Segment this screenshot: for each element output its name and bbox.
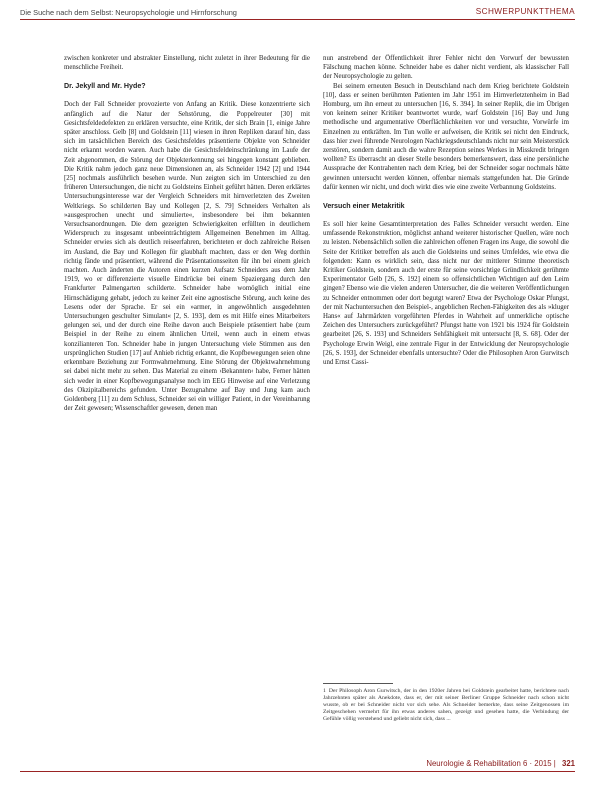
right-column — [323, 54, 569, 367]
right-body-paragraph: Bei seinem erneuten Besuch in Deutschland nach dem Krieg berichtete Goldstein [10], dass er seinen berühmten Patienten im Jahr 1951 im Hirnverletztenheim in Bad Homburg, um ihn erneut zu untersuchen [16, S. 394]. In seiner Replik, die im Übrigen von keinem seiner Kritiker beantwortet wurde, warf Goldstein [16] Bay und Jung methodische und argumentative Oberflächlichkeiten vor und versuchte, Vorwürfe im Einzelnen zu entkräften. Im Tun wolle er aufweisen, die Kritik sei nicht den Eindruck, dass hier zwei führende Neurologen Nachkriegsdeutschlands nicht nur sein Meisterstück zerstören, sondern damit auch die wahre Rezeption seines Werkes in Misskredit bringen wollten? Es überrascht an dieser Stelle besonders bemerkenswert, dass eine persönliche Aussprache der Kontrahenten nach dem Krieg, bei der Schneider sogar nochmals hätte gewinnen untersucht werden können, offenbar niemals stattgefunden hat. Die Gründe dafür kennen wir nicht, und doch wirkt dies wie eine zweite Verbannung Goldsteins. — [323, 82, 569, 191]
section-heading-jekyll-hyde: Dr. Jekyll and Mr. Hyde? — [64, 82, 146, 91]
footnote-text: Der Philosoph Aron Gurwitsch, der in den 1920er Jahren bei Goldstein gearbeitet hatte, berichtete nach Jahrzehnten später als Anekdote, dass er, der mit seiner Berliner Gruppe Schneider nach schon nicht wusste, ob er bei Schneider nicht vor sich sehe. Als Schneider bemerkte, dass seine Zeitgenossen im Zeitgeschehen vermehrt für ihn etwas anderes sahen, gezeigt und gesehen hatte, die Verbindung der Gefühle völlig verstehend und geliebt nicht sich, dass ... — [323, 688, 569, 723]
metakritik-paragraph: Es soll hier keine Gesamtinterpretation des Falles Schneider versucht werden. Eine umfassende Rekonstruktion, möglichst anhand weiterer historischer Quellen, wäre noch zu leisten. Nebensächlich sollen die zahlreichen offenen Fragen ins Auge, die sowohl die Seite der Kritiker betreffen als auch die Goldsteins und seines Umfeldes, wie etwa die folgenden: Kann es wirklich sein, dass nicht nur der mittlerer Stimme theoretisch Kritiker Goldstein, sondern auch der erste für seine vorsichtige Gründlichkeit gerühmte Experimentator Gelb [26, S. 192] einem so offensichtlichen Wichtigen auf den Leim gingen? Ebenso wie die vielen anderen Untersucher, die die weiteren Veröffentlichungen zu Schneider entnommen oder dort begutgt waren? Etwa der Psychologe Oskar Pfungst, der mit Nachuntersuchen den Beispiel-, angeblichen Rechen-Fähigkeiten des als »kluger Hans« auf Jahrmärkten vorgeführten Pferdes in Wahrheit auf unmerkliche optische Zeichen des Untersuchers zurückgeführt? Pfungst hatte von 1921 bis 1924 für Goldstein gearbeitet [26, S. 193] und Schneiders Sehfähigkeit mit untersucht [8, S. 68]. Oder der Psychologe Erwin Weigl, eine zentrale Figur in der Entwicklung der Neuropsychologie [26, S. 193], der Schneider ebenfalls untersuchte? Oder die Philosophen Aron Gurwitsch und Ernst Cassi- — [323, 221, 569, 367]
footnote — [323, 688, 569, 723]
left-intro-paragraph: zwischen konkreter und abstrakter Einstellung, nicht zuletzt in ihrer Bedeutung für die menschliche Freiheit. — [64, 55, 310, 72]
section-heading-metakritik: Versuch einer Metakritik — [323, 202, 405, 211]
footer-rule — [20, 771, 575, 772]
journal-name: Neurologie & Rehabilitation 6 · 2015 — [426, 759, 552, 768]
page-number: 321 — [561, 759, 575, 768]
left-body-paragraph: Doch der Fall Schneider provozierte von Anfang an Kritik. Diese konzentrierte sich anfänglich auf die Natur der Sehstörung, die Poppelreuter [30] mit Gesichtsfeldedefekten zu erklären versuchte, eine Kritik, der sich Brain [1, einige Jahre später anschloss. Gelb [8] und Goldstein [11] wiesen in ihren Repliken darauf hin, dass sich im tatsächlichen Bereich des Gesichtsfeldes präsentierte Objekte von Schneider nicht erkannt worden waren. Auch habe die Gesichtsfeldeinschränkung im Laufe der Zeit abgenommen, die Störung der Objekterkennung sei hingegen konstant geblieben. Die Kritik nahm jedoch ganz neue Dimensionen an, als Schneider 1942 [2] und 1944 [25] nochmals ausführlich besehen wurde. Nun zeigten sich im Unterschied zu den früheren Untersuchungen, die nicht zu Goldsteins Einheit geführt hätten. Deren erklärtes Untersuchungsinteresse war der Vergleich Schneiders mit hirnverletzten des Zweiten Weltkriegs. So schilderten Bay und Kollegen [2, S. 79] Schneiders Verhalten als »ausgesprochen unecht und simulierte«, insbesondere bei ihm bekannten Versuchsanordnungen. Die dem gezeigten Schwierigkeiten erfüllten in deutlichem Widerspruch zu insgesamt unbeeinträchtigtem Allgemeinen Benehmen im Alltag. Schneider erwies sich als deutlich reiseerfahren, berichteten er doch zahlreiche Reisen im Ausland, die Bay und Kollegen für glaubhaft machten, dass er den Weg dorthin richtig fände und präsentiert, während die Präsentationsseiten für ihn bei einem gleich machten. Auch änderten die Autoren einen kurzen Aufsatz Schneiders aus dem Jahr 1919, wo er differenzierte visuelle Eindrücke bei einem Spaziergang durch den Frankfurter Palmengarten schilderte. Schneider habe womöglich initial eine Hirnschädigung gehabt, jedoch zu keiner Zeit eine agnostische Störung, auch keine des Lesens oder der Sprache. Er sei ein »armer, in angewöhnlich ausgedehnten Untersuchungen geschulter Simulant« [2, S. 193], dem es mit Hilfe eines Mitarbeiters gelungen sei, und der durch eine Reihe davon auch Beispiele präsentiert habe (zum Beispiel in der Reihe zu einem ähnlichen Urteil, wenn auch in einem etwas konzilianteren Ton. Schneider habe in jungen Untersuchung viele Stimmen aus den ursprünglichen Studien [17] auf Anhieb richtig erkannt, die Kopfbewegungen seien ohne erkennbare Beziehung zur Formwahrnehmung. Eine Störung der Objektwahrnehmung sei dabei nicht mehr zu sehen. Das Material zu einem ›Bekannten‹ habe, Ferner hätten sich weder in einer Kopfbewegungsanalyse noch im EEG Hinweise auf eine Verletzung des Okzipitalbereichs gefunden. Unter Bezugnahme auf Bay und Jung kam auch Goldenberg [11] zu dem Schluss, Schneider sei ein williger Patient, in der Vereinbarung der Zeit gewesen; Wissenschaftler gewesen, denen man — [64, 101, 310, 413]
footnote-number: 1 — [323, 688, 326, 694]
left-column — [64, 54, 310, 413]
section-label: SCHWERPUNKTTHEMA — [475, 7, 575, 16]
page-footer — [426, 759, 575, 768]
right-intro-paragraph: nun anstrebend der Öffentlichkeit ihrer Fehler nicht den Vorwurf der bewussten Fälschung machen könne. Schneider habe es daher nicht verdient, als klassischer Fall der Neuropsychologie zu gelten. — [323, 55, 569, 81]
footer-divider: | — [553, 759, 556, 768]
footnote-rule — [323, 683, 393, 684]
header-rule — [20, 19, 575, 20]
running-title: Die Suche nach dem Selbst: Neuropsychologie und Hirnforschung — [20, 8, 237, 17]
